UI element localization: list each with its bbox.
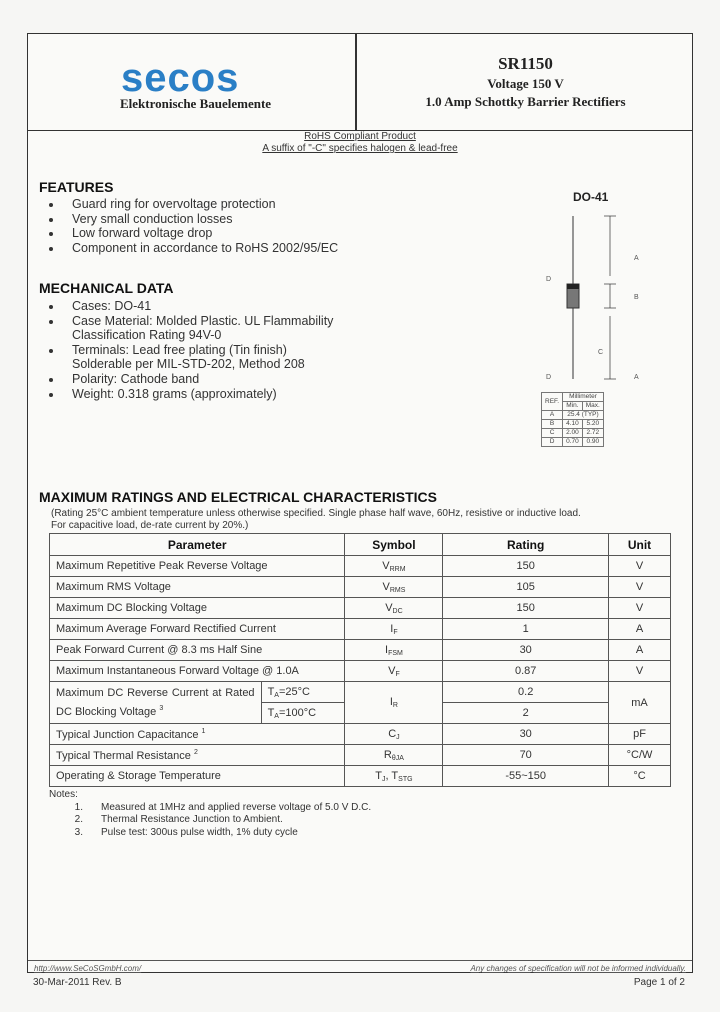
unit-cell: V <box>609 598 671 619</box>
package-label: DO-41 <box>573 190 609 204</box>
param-cell: Peak Forward Current @ 8.3 ms Half Sine <box>50 640 345 661</box>
dim-header-max: Max. <box>582 402 603 411</box>
feature-text: Low forward voltage drop <box>72 226 213 241</box>
logo-subtitle: Elektronische Bauelemente <box>120 96 272 111</box>
table-row <box>50 661 671 682</box>
dim-header-group: Millimeter <box>563 393 604 402</box>
ratings-note <box>51 508 581 532</box>
table-row <box>50 619 671 640</box>
mechanical-text: Weight: 0.318 grams (approximately) <box>72 386 277 401</box>
condition-cell: $T_A=25^\circ C$ <box>261 682 345 703</box>
secos-logo: secos <box>121 56 240 100</box>
table-row <box>50 556 671 577</box>
mechanical-text: Classification Rating 94V-0 <box>72 328 222 343</box>
rating-cell: -55~150 <box>443 766 609 787</box>
dim-label-d: D <box>546 276 552 283</box>
mechanical-list <box>49 299 333 401</box>
list-item: 2. Thermal Resistance Junction to Ambient. <box>74 814 283 825</box>
param-cell: Maximum RMS Voltage <box>50 577 345 598</box>
rating-cell: 150 <box>443 556 609 577</box>
rating-cell: 1 <box>443 619 609 640</box>
symbol-cell: $R_{\theta JA}$ <box>345 745 443 766</box>
list-item <box>49 314 333 329</box>
footer-divider <box>28 960 692 961</box>
table-row <box>542 420 604 429</box>
header <box>28 34 692 131</box>
page-number: Page 1 of 2 <box>633 977 685 988</box>
list-item <box>49 328 333 343</box>
footer-disclaimer: Any changes of specification will not be informed individually. <box>470 964 686 973</box>
dim-header-min: Min. <box>563 402 583 411</box>
feature-text: Guard ring for overvoltage protection <box>72 197 276 211</box>
param-cell: Maximum Instantaneous Forward Voltage @ 1.0A <box>50 661 345 682</box>
do41-package-drawing <box>528 184 648 389</box>
mechanical-text: Cases: DO-41 <box>72 299 152 313</box>
rohs-notice <box>28 131 692 155</box>
mechanical-text: Case Material: Molded Plastic. UL Flammability <box>72 313 334 328</box>
ratings-title: MAXIMUM RATINGS AND ELECTRICAL CHARACTERISTICS <box>39 489 437 505</box>
list-item: 1. Measured at 1MHz and applied reverse voltage of 5.0 V D.C. <box>74 801 372 813</box>
ratings-table <box>49 533 671 787</box>
param-cell: Typical Thermal Resistance $^2$ <box>50 745 345 766</box>
unit-cell: V <box>609 577 671 598</box>
table-row <box>50 640 671 661</box>
rating-cell: 70 <box>443 745 609 766</box>
rating-cell: 30 <box>443 640 609 661</box>
bullet-icon <box>49 203 53 207</box>
unit-cell: A <box>609 640 671 661</box>
rohs-line-1: RoHS Compliant Product <box>304 131 416 142</box>
bullet-icon <box>49 320 53 324</box>
table-row <box>50 577 671 598</box>
unit-cell: pF <box>609 724 671 745</box>
condition-cell: $T_A=100^\circ C$ <box>261 703 345 724</box>
dim-label-b: B <box>634 294 639 301</box>
symbol-cell: $V_{DC}$ <box>345 598 443 619</box>
product-description: 1.0 Amp Schottky Barrier Rectifiers <box>425 94 626 109</box>
param-cell: Typical Junction Capacitance $^1$ <box>50 724 345 745</box>
dim-min: 2.00 <box>563 429 583 438</box>
list-item: 3. Pulse test: 300us pulse width, 1% duty cycle <box>74 826 298 838</box>
symbol-cell: $C_J$ <box>345 724 443 745</box>
rating-cell: 2 <box>443 703 609 724</box>
table-row <box>50 745 671 766</box>
dim-ref: D <box>542 438 563 447</box>
dim-min: 4.10 <box>563 420 583 429</box>
mechanical-text: Polarity: Cathode band <box>72 371 200 386</box>
symbol-cell: $I_R$ <box>345 682 443 724</box>
unit-cell: V <box>609 556 671 577</box>
bullet-icon <box>49 232 53 236</box>
symbol-cell: $V_{RMS}$ <box>345 577 443 598</box>
features-list <box>49 197 338 255</box>
voltage-rating: Voltage 150 V <box>487 76 564 91</box>
rating-cell: 0.2 <box>443 682 609 703</box>
list-item <box>49 357 333 372</box>
list-item <box>49 299 333 314</box>
bullet-icon <box>49 247 53 251</box>
bullet-icon <box>49 378 53 382</box>
table-row <box>50 766 671 787</box>
logo-block <box>28 34 355 130</box>
table-row <box>50 724 671 745</box>
dim-label-a2: A <box>634 374 639 381</box>
rating-cell: 105 <box>443 577 609 598</box>
rating-cell: 0.87 <box>443 661 609 682</box>
table-row <box>542 438 604 447</box>
dim-ref: A <box>542 411 563 420</box>
param-cell: Maximum DC Reverse Current at Rated DC Blocking Voltage $^3$ <box>50 682 262 724</box>
table-row <box>50 682 671 703</box>
list-item <box>49 212 338 227</box>
table-row <box>542 429 604 438</box>
symbol-cell: $T_J$, $T_{STG}$ <box>345 766 443 787</box>
unit-cell: V <box>609 661 671 682</box>
list-item <box>49 197 338 212</box>
bullet-icon <box>49 393 53 397</box>
bullet-icon <box>49 218 53 222</box>
table-header-row <box>50 534 671 556</box>
datasheet-page <box>27 33 693 973</box>
col-rating: Rating <box>443 534 609 556</box>
notes-title: Notes: <box>49 789 78 800</box>
features-title: FEATURES <box>39 179 114 195</box>
list-item <box>49 343 333 358</box>
feature-text: Very small conduction losses <box>72 211 233 226</box>
unit-cell: °C <box>609 766 671 787</box>
mechanical-text: Terminals: Lead free plating (Tin finish) <box>72 342 287 357</box>
part-number: SR1150 <box>498 54 553 73</box>
symbol-cell: $V_{RRM}$ <box>345 556 443 577</box>
date-revision: 30-Mar-2011 Rev. B <box>33 977 122 988</box>
list-item <box>49 241 338 256</box>
param-cell: Maximum Repetitive Peak Reverse Voltage <box>50 556 345 577</box>
param-cell: Maximum Average Forward Rectified Current <box>50 619 345 640</box>
notes-section <box>49 789 371 839</box>
rating-cell: 30 <box>443 724 609 745</box>
list-item <box>49 387 333 402</box>
ratings-note-line-1: (Rating 25°C ambient temperature unless otherwise specified. Single phase half wave, 60Hz, resistive or inductive load. <box>51 508 581 519</box>
bullet-icon <box>49 305 53 309</box>
dim-label-d2: D <box>546 374 552 381</box>
rohs-line-2: A suffix of "-C" specifies halogen & lead-free <box>262 143 458 154</box>
symbol-cell: $I_{FSM}$ <box>345 640 443 661</box>
col-symbol: Symbol <box>345 534 443 556</box>
col-unit: Unit <box>609 534 671 556</box>
rating-cell: 150 <box>443 598 609 619</box>
unit-cell: mA <box>609 682 671 724</box>
dim-label-c: C <box>598 349 604 356</box>
dim-label-a: A <box>634 255 639 262</box>
dim-max: 5.20 <box>582 420 603 429</box>
title-block <box>357 34 694 130</box>
mechanical-text: Solderable per MIL-STD-202, Method 208 <box>72 357 305 372</box>
param-cell: Operating & Storage Temperature <box>50 766 345 787</box>
dim-ref: B <box>542 420 563 429</box>
table-row <box>542 411 604 420</box>
col-parameter: Parameter <box>50 534 345 556</box>
list-item <box>49 372 333 387</box>
param-cell: Maximum DC Blocking Voltage <box>50 598 345 619</box>
feature-text: Component in accordance to RoHS 2002/95/EC <box>72 240 339 255</box>
cathode-band <box>567 284 579 289</box>
symbol-cell: $V_F$ <box>345 661 443 682</box>
list-item <box>49 226 338 241</box>
dim-min: 25.4 (TYP) <box>563 411 604 420</box>
dim-min: 0.70 <box>563 438 583 447</box>
table-row <box>50 598 671 619</box>
unit-cell: °C/W <box>609 745 671 766</box>
mechanical-title: MECHANICAL DATA <box>39 280 174 296</box>
dimension-table <box>541 392 604 447</box>
dim-max: 2.72 <box>582 429 603 438</box>
dim-max: 0.90 <box>582 438 603 447</box>
ratings-note-line-2: For capacitive load, de-rate current by 20%.) <box>51 520 249 531</box>
bullet-icon <box>49 349 53 353</box>
company-url[interactable]: http://www.SeCoSGmbH.com/ <box>34 964 142 973</box>
dim-ref: C <box>542 429 563 438</box>
dim-header-ref: REF. <box>542 393 563 411</box>
unit-cell: A <box>609 619 671 640</box>
symbol-cell: $I_F$ <box>345 619 443 640</box>
